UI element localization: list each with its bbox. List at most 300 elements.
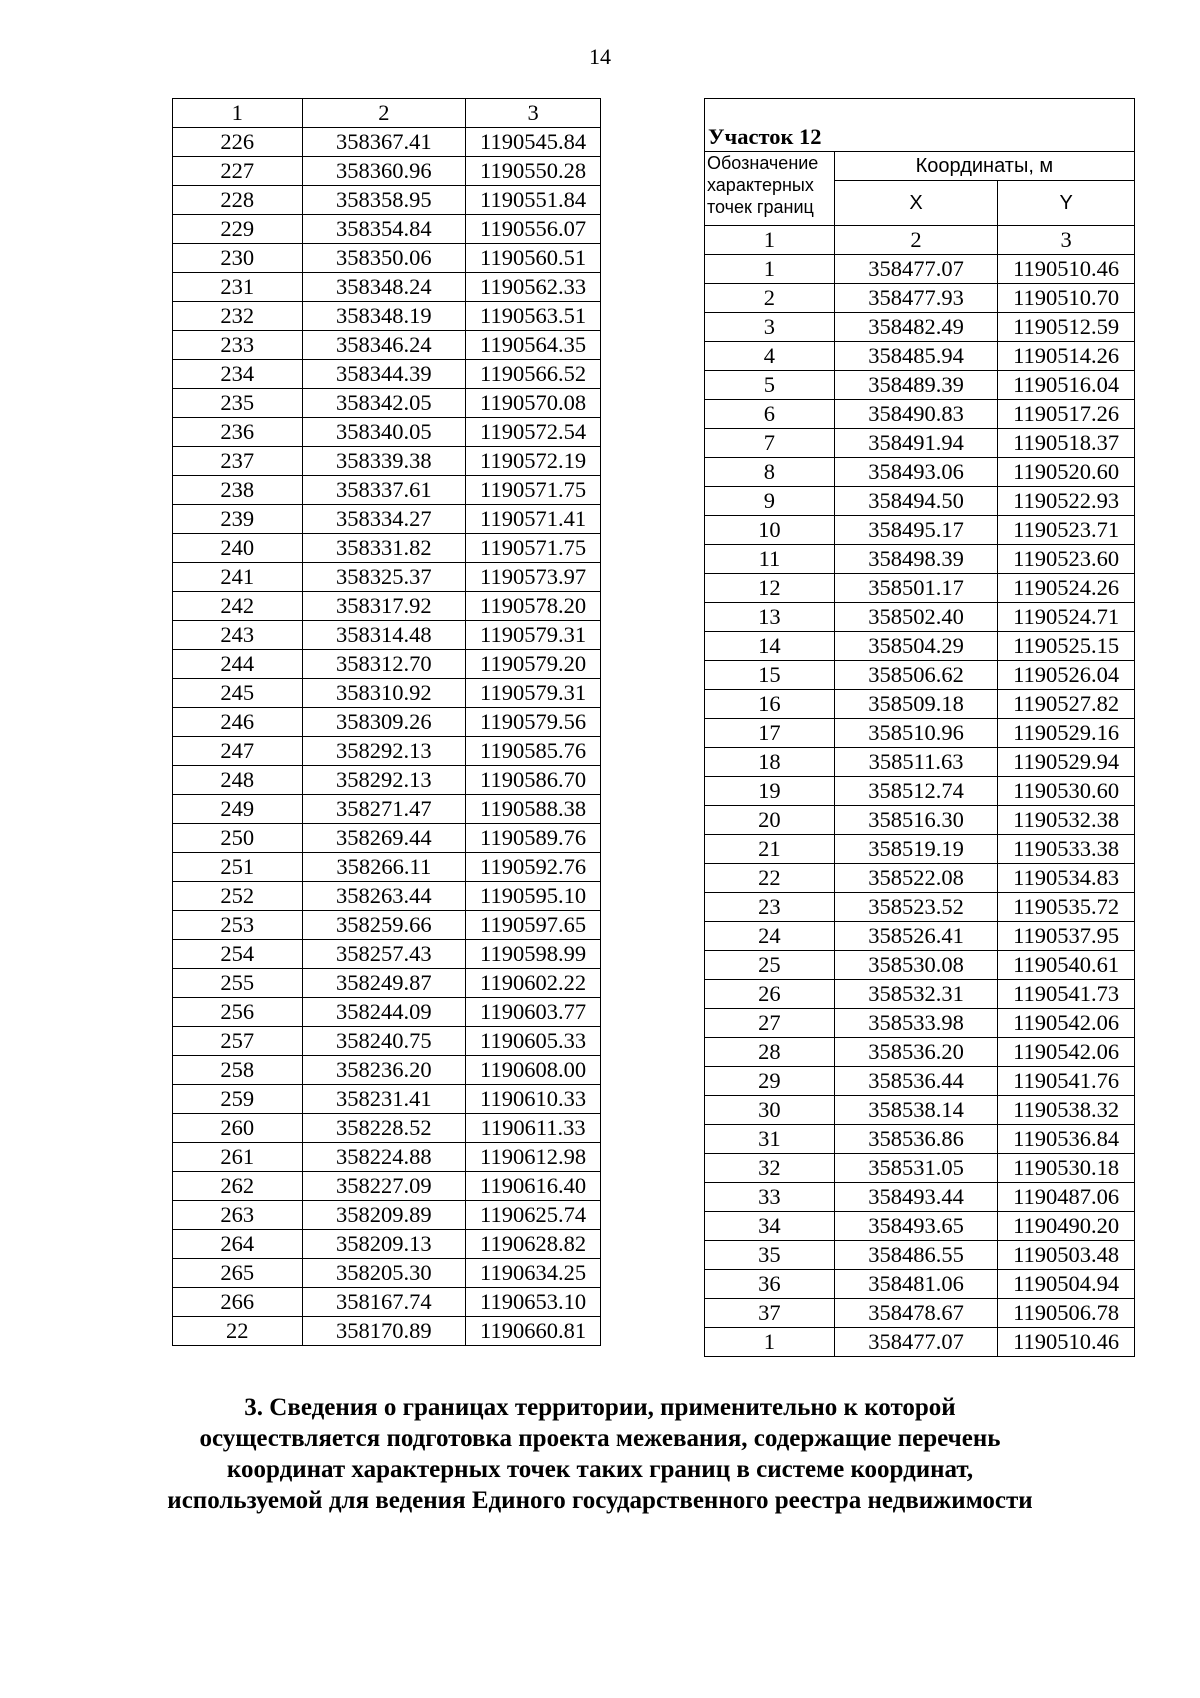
x-coordinate-cell: 358477.07	[834, 255, 997, 284]
point-number-cell: 10	[705, 516, 835, 545]
x-coordinate-cell: 358339.38	[302, 447, 466, 476]
point-number-cell: 266	[173, 1288, 303, 1317]
table-row	[705, 487, 1135, 516]
table-row	[173, 1056, 601, 1085]
y-coordinate-cell: 1190625.74	[466, 1201, 601, 1230]
point-number-cell: 254	[173, 940, 303, 969]
table-row	[173, 911, 601, 940]
point-number-cell: 258	[173, 1056, 303, 1085]
point-number-cell: 251	[173, 853, 303, 882]
y-coordinate-cell: 1190522.93	[998, 487, 1135, 516]
y-coordinate-cell: 1190597.65	[466, 911, 601, 940]
y-coordinate-cell: 1190542.06	[998, 1009, 1135, 1038]
table-row	[173, 389, 601, 418]
column-number-cell: 1	[705, 226, 835, 255]
table-row	[173, 1172, 601, 1201]
point-number-cell: 35	[705, 1241, 835, 1270]
x-coordinate-cell: 358502.40	[834, 603, 997, 632]
point-number-cell: 26	[705, 980, 835, 1009]
point-number-cell: 250	[173, 824, 303, 853]
table-row	[173, 882, 601, 911]
point-number-cell: 3	[705, 313, 835, 342]
table-row	[705, 951, 1135, 980]
y-coordinate-cell: 1190535.72	[998, 893, 1135, 922]
y-coordinate-cell: 1190514.26	[998, 342, 1135, 371]
y-coordinate-cell: 1190578.20	[466, 592, 601, 621]
x-coordinate-cell: 358228.52	[302, 1114, 466, 1143]
plot-12-coordinates-table	[704, 98, 1135, 1357]
x-coordinate-cell: 358486.55	[834, 1241, 997, 1270]
y-coordinate-cell: 1190608.00	[466, 1056, 601, 1085]
x-coordinate-cell: 358498.39	[834, 545, 997, 574]
y-coordinate-cell: 1190573.97	[466, 563, 601, 592]
table-row	[705, 313, 1135, 342]
point-number-cell: 260	[173, 1114, 303, 1143]
x-coordinate-cell: 358509.18	[834, 690, 997, 719]
point-number-cell: 33	[705, 1183, 835, 1212]
y-coordinate-cell: 1190571.75	[466, 476, 601, 505]
y-coordinate-cell: 1190660.81	[466, 1317, 601, 1346]
y-coordinate-cell: 1190525.15	[998, 632, 1135, 661]
y-coordinate-cell: 1190541.76	[998, 1067, 1135, 1096]
y-coordinate-cell: 1190529.16	[998, 719, 1135, 748]
y-coordinate-cell: 1190592.76	[466, 853, 601, 882]
table-row	[705, 835, 1135, 864]
table-row	[705, 255, 1135, 284]
table-header-row	[173, 99, 601, 128]
table-row	[173, 998, 601, 1027]
x-coordinate-cell: 358526.41	[834, 922, 997, 951]
table-row	[705, 458, 1135, 487]
point-number-cell: 32	[705, 1154, 835, 1183]
x-coordinate-cell: 358478.67	[834, 1299, 997, 1328]
table-row	[705, 1067, 1135, 1096]
x-coordinate-cell: 358530.08	[834, 951, 997, 980]
x-coordinate-cell: 358331.82	[302, 534, 466, 563]
point-number-cell: 228	[173, 186, 303, 215]
x-coordinate-cell: 358477.07	[834, 1328, 997, 1357]
x-coordinate-cell: 358224.88	[302, 1143, 466, 1172]
y-coordinate-cell: 1190595.10	[466, 882, 601, 911]
point-number-cell: 252	[173, 882, 303, 911]
x-coordinate-cell: 358309.26	[302, 708, 466, 737]
table-row	[705, 1299, 1135, 1328]
x-coordinate-cell: 358292.13	[302, 737, 466, 766]
y-coordinate-cell: 1190510.46	[998, 1328, 1135, 1357]
point-number-cell: 262	[173, 1172, 303, 1201]
x-coordinate-cell: 358334.27	[302, 505, 466, 534]
point-number-cell: 265	[173, 1259, 303, 1288]
point-number-cell: 259	[173, 1085, 303, 1114]
x-coordinate-cell: 358511.63	[834, 748, 997, 777]
y-coordinate-cell: 1190603.77	[466, 998, 601, 1027]
table-row	[705, 1183, 1135, 1212]
y-coordinate-cell: 1190612.98	[466, 1143, 601, 1172]
y-coordinate-cell: 1190598.99	[466, 940, 601, 969]
table-row	[705, 429, 1135, 458]
x-coordinate-cell: 358205.30	[302, 1259, 466, 1288]
table-row	[173, 1143, 601, 1172]
point-number-cell: 37	[705, 1299, 835, 1328]
table-row	[173, 824, 601, 853]
table-row	[173, 621, 601, 650]
x-coordinate-cell: 358538.14	[834, 1096, 997, 1125]
y-coordinate-cell: 1190628.82	[466, 1230, 601, 1259]
point-number-cell: 5	[705, 371, 835, 400]
point-number-cell: 11	[705, 545, 835, 574]
table-row	[705, 777, 1135, 806]
table-row	[705, 574, 1135, 603]
table-row	[173, 273, 601, 302]
y-coordinate-cell: 1190503.48	[998, 1241, 1135, 1270]
x-coordinate-cell: 358481.06	[834, 1270, 997, 1299]
point-number-cell: 12	[705, 574, 835, 603]
x-coordinate-cell: 358266.11	[302, 853, 466, 882]
table-row	[705, 690, 1135, 719]
table-row	[173, 766, 601, 795]
table-row	[173, 1259, 601, 1288]
point-number-cell: 232	[173, 302, 303, 331]
point-number-cell: 230	[173, 244, 303, 273]
table-row	[705, 1154, 1135, 1183]
table-row	[173, 476, 601, 505]
point-number-cell: 9	[705, 487, 835, 516]
table-row	[173, 128, 601, 157]
table-body	[705, 255, 1135, 1357]
point-number-cell: 227	[173, 157, 303, 186]
x-coordinate-cell: 358490.83	[834, 400, 997, 429]
point-number-cell: 13	[705, 603, 835, 632]
point-number-cell: 30	[705, 1096, 835, 1125]
point-number-cell: 261	[173, 1143, 303, 1172]
x-coordinate-cell: 358292.13	[302, 766, 466, 795]
x-coordinate-cell: 358209.89	[302, 1201, 466, 1230]
x-header: X	[834, 181, 997, 226]
point-number-cell: 234	[173, 360, 303, 389]
x-coordinate-cell: 358244.09	[302, 998, 466, 1027]
y-coordinate-cell: 1190532.38	[998, 806, 1135, 835]
table-row	[705, 603, 1135, 632]
y-coordinate-cell: 1190487.06	[998, 1183, 1135, 1212]
section-heading: 3. Сведения о границах территории, применительно к которой осуществляется подготовка проекта межевания, содержащие перечень координат характерных точек таких границ в системе координат, используемой для ведения Единого государственного реестра недвижимости	[167, 1394, 1033, 1514]
coordinates-table-continued	[172, 98, 601, 1346]
point-number-cell: 19	[705, 777, 835, 806]
y-coordinate-cell: 1190602.22	[466, 969, 601, 998]
column-number-cell: 3	[466, 99, 601, 128]
table-row	[705, 1038, 1135, 1067]
point-number-cell: 22	[173, 1317, 303, 1346]
x-coordinate-cell: 358489.39	[834, 371, 997, 400]
point-number-cell: 27	[705, 1009, 835, 1038]
x-coordinate-cell: 358310.92	[302, 679, 466, 708]
y-coordinate-cell: 1190524.71	[998, 603, 1135, 632]
x-coordinate-cell: 358354.84	[302, 215, 466, 244]
page-number: 14	[589, 44, 611, 69]
y-coordinate-cell: 1190570.08	[466, 389, 601, 418]
table-row	[705, 719, 1135, 748]
table-number-row	[705, 226, 1135, 255]
point-number-cell: 231	[173, 273, 303, 302]
y-coordinate-cell: 1190566.52	[466, 360, 601, 389]
table-header-row	[705, 152, 1135, 181]
y-coordinate-cell: 1190610.33	[466, 1085, 601, 1114]
point-number-cell: 235	[173, 389, 303, 418]
y-coordinate-cell: 1190586.70	[466, 766, 601, 795]
table-row	[705, 1328, 1135, 1357]
x-coordinate-cell: 358240.75	[302, 1027, 466, 1056]
table-row	[705, 632, 1135, 661]
y-coordinate-cell: 1190563.51	[466, 302, 601, 331]
table-row	[173, 302, 601, 331]
point-number-cell: 1	[705, 255, 835, 284]
y-coordinate-cell: 1190490.20	[998, 1212, 1135, 1241]
x-coordinate-cell: 358519.19	[834, 835, 997, 864]
x-coordinate-cell: 358314.48	[302, 621, 466, 650]
y-coordinate-cell: 1190611.33	[466, 1114, 601, 1143]
point-number-cell: 239	[173, 505, 303, 534]
point-number-cell: 229	[173, 215, 303, 244]
y-coordinate-cell: 1190523.60	[998, 545, 1135, 574]
y-coordinate-cell: 1190504.94	[998, 1270, 1135, 1299]
x-coordinate-cell: 358269.44	[302, 824, 466, 853]
y-coordinate-cell: 1190517.26	[998, 400, 1135, 429]
y-coordinate-cell: 1190571.41	[466, 505, 601, 534]
table-title-row	[705, 99, 1135, 152]
table-row	[173, 215, 601, 244]
table-row	[173, 592, 601, 621]
table-row	[705, 1009, 1135, 1038]
x-coordinate-cell: 358533.98	[834, 1009, 997, 1038]
point-number-cell: 1	[705, 1328, 835, 1357]
point-number-cell: 242	[173, 592, 303, 621]
table-row	[173, 795, 601, 824]
table-row	[705, 893, 1135, 922]
x-coordinate-cell: 358231.41	[302, 1085, 466, 1114]
x-coordinate-cell: 358236.20	[302, 1056, 466, 1085]
x-coordinate-cell: 358342.05	[302, 389, 466, 418]
y-coordinate-cell: 1190510.46	[998, 255, 1135, 284]
point-number-cell: 226	[173, 128, 303, 157]
x-coordinate-cell: 358516.30	[834, 806, 997, 835]
point-number-cell: 23	[705, 893, 835, 922]
table-row	[173, 679, 601, 708]
table-body	[173, 128, 601, 1346]
point-number-cell: 36	[705, 1270, 835, 1299]
y-coordinate-cell: 1190562.33	[466, 273, 601, 302]
point-number-cell: 6	[705, 400, 835, 429]
y-coordinate-cell: 1190585.76	[466, 737, 601, 766]
point-number-cell: 34	[705, 1212, 835, 1241]
x-coordinate-cell: 358312.70	[302, 650, 466, 679]
x-coordinate-cell: 358512.74	[834, 777, 997, 806]
x-coordinate-cell: 358263.44	[302, 882, 466, 911]
column-number-cell: 3	[998, 226, 1135, 255]
point-number-cell: 7	[705, 429, 835, 458]
plot-title-text: Участок 12	[708, 124, 822, 149]
y-coordinate-cell: 1190572.54	[466, 418, 601, 447]
x-coordinate-cell: 358259.66	[302, 911, 466, 940]
x-coordinate-cell: 358350.06	[302, 244, 466, 273]
x-coordinate-cell: 358482.49	[834, 313, 997, 342]
x-coordinate-cell: 358504.29	[834, 632, 997, 661]
table-row	[173, 157, 601, 186]
table-row	[173, 505, 601, 534]
x-coordinate-cell: 358170.89	[302, 1317, 466, 1346]
table-row	[705, 980, 1135, 1009]
table-row	[705, 1096, 1135, 1125]
point-number-cell: 236	[173, 418, 303, 447]
point-number-cell: 246	[173, 708, 303, 737]
y-coordinate-cell: 1190512.59	[998, 313, 1135, 342]
point-number-cell: 28	[705, 1038, 835, 1067]
point-number-cell: 29	[705, 1067, 835, 1096]
x-coordinate-cell: 358317.92	[302, 592, 466, 621]
x-coordinate-cell: 358532.31	[834, 980, 997, 1009]
point-number-cell: 247	[173, 737, 303, 766]
column-number-cell: 2	[834, 226, 997, 255]
y-coordinate-cell: 1190524.26	[998, 574, 1135, 603]
y-coordinate-cell: 1190556.07	[466, 215, 601, 244]
x-coordinate-cell: 358325.37	[302, 563, 466, 592]
y-coordinate-cell: 1190572.19	[466, 447, 601, 476]
point-number-cell: 233	[173, 331, 303, 360]
table-row	[173, 1288, 601, 1317]
x-coordinate-cell: 358358.95	[302, 186, 466, 215]
table-row	[173, 737, 601, 766]
point-number-cell: 4	[705, 342, 835, 371]
x-coordinate-cell: 358493.44	[834, 1183, 997, 1212]
y-coordinate-cell: 1190579.31	[466, 621, 601, 650]
x-coordinate-cell: 358477.93	[834, 284, 997, 313]
y-coordinate-cell: 1190551.84	[466, 186, 601, 215]
point-number-cell: 237	[173, 447, 303, 476]
y-coordinate-cell: 1190541.73	[998, 980, 1135, 1009]
y-coordinate-cell: 1190536.84	[998, 1125, 1135, 1154]
table-row	[173, 1230, 601, 1259]
table-row	[173, 1201, 601, 1230]
table-row	[173, 331, 601, 360]
y-coordinate-cell: 1190520.60	[998, 458, 1135, 487]
y-coordinate-cell: 1190634.25	[466, 1259, 601, 1288]
x-coordinate-cell: 358360.96	[302, 157, 466, 186]
table-row	[705, 545, 1135, 574]
point-number-cell: 31	[705, 1125, 835, 1154]
y-coordinate-cell: 1190530.18	[998, 1154, 1135, 1183]
column-number-cell: 1	[173, 99, 303, 128]
y-coordinate-cell: 1190534.83	[998, 864, 1135, 893]
y-coordinate-cell: 1190542.06	[998, 1038, 1135, 1067]
y-coordinate-cell: 1190550.28	[466, 157, 601, 186]
y-coordinate-cell: 1190540.61	[998, 951, 1135, 980]
x-coordinate-cell: 358348.19	[302, 302, 466, 331]
y-coordinate-cell: 1190526.04	[998, 661, 1135, 690]
y-coordinate-cell: 1190588.38	[466, 795, 601, 824]
y-coordinate-cell: 1190571.75	[466, 534, 601, 563]
x-coordinate-cell: 358340.05	[302, 418, 466, 447]
point-number-cell: 264	[173, 1230, 303, 1259]
table-row	[173, 969, 601, 998]
point-number-cell: 248	[173, 766, 303, 795]
point-number-cell: 24	[705, 922, 835, 951]
y-coordinate-cell: 1190516.04	[998, 371, 1135, 400]
point-number-cell: 15	[705, 661, 835, 690]
x-coordinate-cell: 358485.94	[834, 342, 997, 371]
table-row	[705, 342, 1135, 371]
table-row	[173, 534, 601, 563]
table-row	[173, 563, 601, 592]
point-number-cell: 245	[173, 679, 303, 708]
x-coordinate-cell: 358227.09	[302, 1172, 466, 1201]
table-row	[173, 650, 601, 679]
x-coordinate-cell: 358494.50	[834, 487, 997, 516]
point-number-cell: 240	[173, 534, 303, 563]
y-coordinate-cell: 1190589.76	[466, 824, 601, 853]
x-coordinate-cell: 358495.17	[834, 516, 997, 545]
table-row	[705, 371, 1135, 400]
y-coordinate-cell: 1190529.94	[998, 748, 1135, 777]
y-coordinate-cell: 1190506.78	[998, 1299, 1135, 1328]
table-row	[173, 418, 601, 447]
point-number-cell: 14	[705, 632, 835, 661]
point-number-cell: 20	[705, 806, 835, 835]
y-coordinate-cell: 1190616.40	[466, 1172, 601, 1201]
y-coordinate-cell: 1190545.84	[466, 128, 601, 157]
table-row	[173, 708, 601, 737]
table-row	[705, 1212, 1135, 1241]
x-coordinate-cell: 358493.06	[834, 458, 997, 487]
table-row	[173, 447, 601, 476]
x-coordinate-cell: 358506.62	[834, 661, 997, 690]
table-row	[173, 1317, 601, 1346]
coordinates-header: Координаты, м	[834, 152, 1134, 181]
table-row	[705, 661, 1135, 690]
y-coordinate-cell: 1190538.32	[998, 1096, 1135, 1125]
y-coordinate-cell: 1190560.51	[466, 244, 601, 273]
x-coordinate-cell: 358249.87	[302, 969, 466, 998]
x-coordinate-cell: 358367.41	[302, 128, 466, 157]
x-coordinate-cell: 358531.05	[834, 1154, 997, 1183]
table-row	[705, 1270, 1135, 1299]
point-number-cell: 238	[173, 476, 303, 505]
point-number-cell: 253	[173, 911, 303, 940]
point-number-cell: 16	[705, 690, 835, 719]
table-row	[705, 516, 1135, 545]
y-coordinate-cell: 1190579.31	[466, 679, 601, 708]
point-number-cell: 8	[705, 458, 835, 487]
x-coordinate-cell: 358536.44	[834, 1067, 997, 1096]
point-number-cell: 244	[173, 650, 303, 679]
point-number-cell: 241	[173, 563, 303, 592]
table-row	[173, 244, 601, 273]
table-row	[705, 284, 1135, 313]
x-coordinate-cell: 358491.94	[834, 429, 997, 458]
table-row	[173, 1027, 601, 1056]
x-coordinate-cell: 358337.61	[302, 476, 466, 505]
x-coordinate-cell: 358536.20	[834, 1038, 997, 1067]
table-row	[705, 400, 1135, 429]
table-row	[173, 186, 601, 215]
point-number-cell: 2	[705, 284, 835, 313]
point-number-cell: 21	[705, 835, 835, 864]
x-coordinate-cell: 358536.86	[834, 1125, 997, 1154]
table-row	[705, 922, 1135, 951]
y-coordinate-cell: 1190579.56	[466, 708, 601, 737]
plot-title	[705, 99, 1135, 152]
y-coordinate-cell: 1190564.35	[466, 331, 601, 360]
x-coordinate-cell: 358344.39	[302, 360, 466, 389]
x-coordinate-cell: 358501.17	[834, 574, 997, 603]
x-coordinate-cell: 358271.47	[302, 795, 466, 824]
